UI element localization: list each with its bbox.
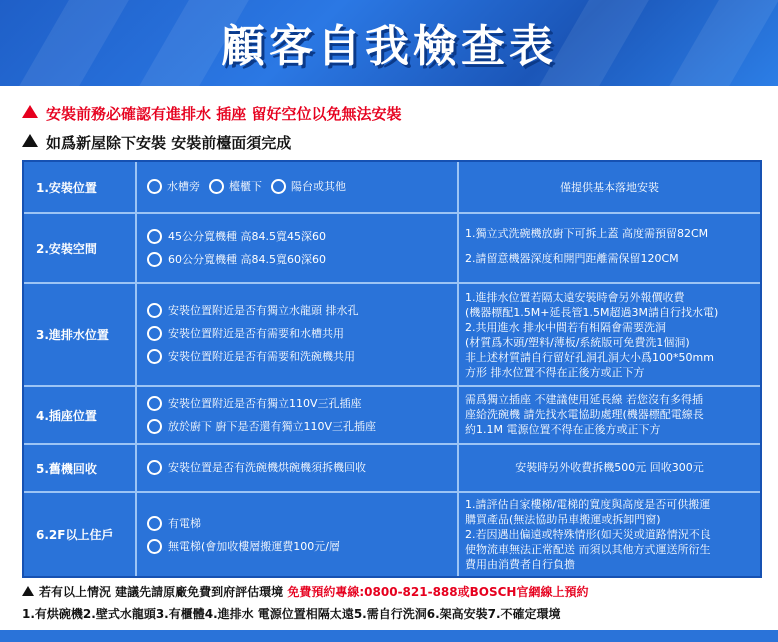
warning-triangle-icon: [22, 105, 38, 118]
footer-conditions: 1.有烘碗機2.壁式水龍頭3.有櫃體4.進排水 電源位置相隔太遠5.需自行洗洞6.架高安裝7.不確定環境: [22, 607, 561, 621]
radio-option[interactable]: [209, 179, 224, 194]
table-row: 2.安裝空間 45公分寬機種 高84.5寬45深60 60公分寬機種 高84.5寬60深60 1.獨立式洗碗機放廚下可拆上蓋 高度需預留82CM 2.請留意機器深度和開門距離需保留120CM: [24, 214, 760, 284]
row-label: 3.進排水位置: [24, 284, 137, 385]
radio-option[interactable]: [147, 460, 162, 475]
radio-option[interactable]: [147, 419, 162, 434]
table-row: 4.插座位置 安裝位置附近是否有獨立110V三孔插座 放於廚下 廚下是否還有獨立110V三孔插座 需爲獨立插座 不建議使用延長線 若您沒有多得插 座給洗碗機 請先找水電協助處理(機器標配電線長 約1.1M 電源位置不得在正後方或正下方: [24, 387, 760, 445]
row-label: 2.安裝空間: [24, 214, 137, 282]
page-title: 顧客自我檢查表: [221, 21, 557, 72]
bottom-bar: [0, 630, 778, 642]
triangle-icon: [22, 586, 34, 596]
row-label: 4.插座位置: [24, 387, 137, 443]
radio-option[interactable]: [271, 179, 286, 194]
row-label: 1.安裝位置: [24, 162, 137, 212]
table-row: 3.進排水位置 安裝位置附近是否有獨立水龍頭 排水孔 安裝位置附近是否有需要和水槽共用 安裝位置附近是否有需要和洗碗機共用 1.進排水位置若隔太遠安裝時會另外報價收費 (機器標配1.5M+延長管1.5M超過3M請自行找水電) 2.共用進水 排水中間若有相隔會需要洗洞 (材質爲木頭/塑料/薄板/系統版可免費洗1個洞) 非上述材質請自行留好孔洞孔洞大小爲100*50mm 方形 排水位置不得在正後方或正下方: [24, 284, 760, 387]
radio-option[interactable]: [147, 516, 162, 531]
radio-option[interactable]: [147, 539, 162, 554]
radio-option[interactable]: [147, 396, 162, 411]
row-label: 5.舊機回收: [24, 445, 137, 491]
triangle-icon: [22, 134, 38, 147]
radio-option[interactable]: [147, 179, 162, 194]
footer-booking-line: 若有以上情況 建議先請原廠免費到府評估環境 免費預約專線:0800-821-888或BOSCH官網線上預約: [22, 583, 588, 600]
radio-option[interactable]: [147, 252, 162, 267]
table-row: 1.安裝位置 水槽旁 檯櫃下 陽台或其他 僅提供基本落地安裝: [24, 162, 760, 214]
notice-required: 安裝前務必確認有進排水 插座 留好空位以免無法安裝: [22, 103, 401, 124]
header-banner: [0, 0, 778, 86]
booking-hotline: 免費預約專線:0800-821-888或BOSCH官網線上預約: [287, 585, 589, 599]
radio-option[interactable]: [147, 326, 162, 341]
table-row: 5.舊機回收 安裝位置是否有洗碗機烘碗機須拆機回收 安裝時另外收費拆機500元 回收300元: [24, 445, 760, 493]
checklist-table: [22, 160, 762, 578]
radio-option[interactable]: [147, 349, 162, 364]
radio-option[interactable]: [147, 229, 162, 244]
notice-new-house: 如爲新屋除下安裝 安裝前檯面須完成: [22, 132, 291, 153]
radio-option[interactable]: [147, 303, 162, 318]
row-label: 6.2F以上住戶: [24, 493, 137, 576]
table-row: 6.2F以上住戶 有電梯 無電梯(會加收樓層搬運費100元/層 1.請評估自家樓梯/電梯的寬度與高度是否可供搬運 購買產品(無法協助吊車搬運或拆卸門窗) 2.若因遇出偏遠或特殊情形(如天災或道路情況不良 使物流車無法正常配送 而須以其他方式運送所衍生 費用由消費者自行負擔: [24, 493, 760, 576]
